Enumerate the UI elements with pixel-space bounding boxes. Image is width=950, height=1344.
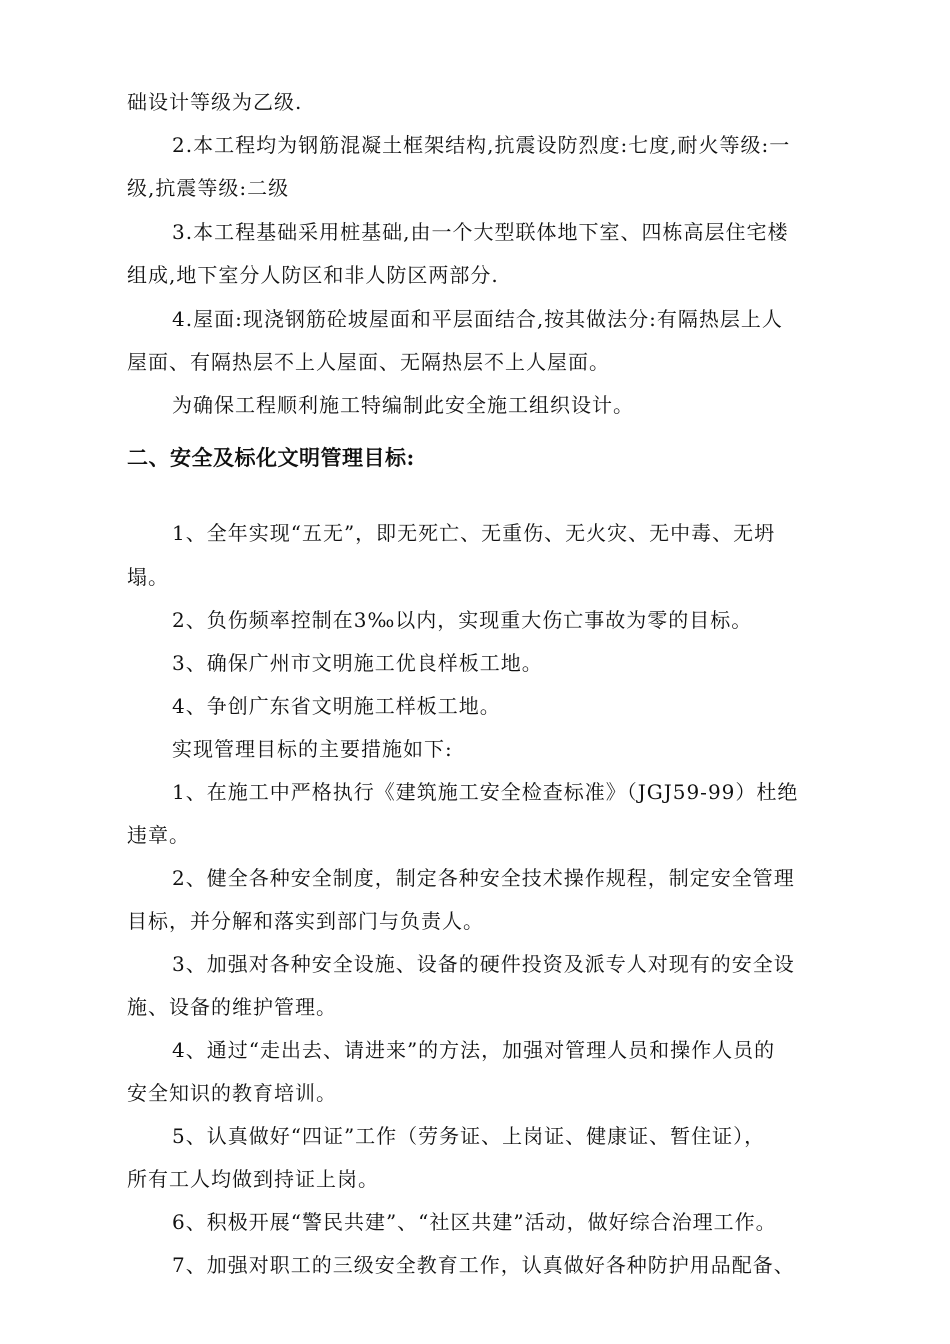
text-line: 础设计等级为乙级. (127, 90, 303, 114)
text-line: 塌。 (127, 565, 169, 589)
text-line: 级,抗震等级:二级 (127, 176, 290, 200)
text-line: 实现管理目标的主要措施如下: (172, 737, 453, 761)
text-line: 违章。 (127, 823, 190, 847)
text-line: 3、确保广州市文明施工优良样板工地。 (172, 651, 543, 675)
text-line: 6、积极开展“警民共建”、“社区共建”活动，做好综合治理工作。 (172, 1210, 777, 1234)
text-line: 3.本工程基础采用桩基础,由一个大型联体地下室、四栋高层住宅楼 (172, 220, 789, 244)
text-line: 所有工人均做到持证上岗。 (127, 1167, 379, 1191)
text-line: 4、争创广东省文明施工样板工地。 (172, 694, 501, 718)
text-line: 组成,地下室分人防区和非人防区两部分. (127, 263, 499, 287)
text-line: 1、全年实现“五无”，即无死亡、无重伤、无火灾、无中毒、无坍 (172, 521, 776, 545)
text-line: 屋面、有隔热层不上人屋面、无隔热层不上人屋面。 (127, 350, 610, 374)
text-line: 4.屋面:现浇钢筋砼坡屋面和平层面结合,按其做法分:有隔热层上人 (172, 307, 783, 331)
text-line: 2.本工程均为钢筋混凝土框架结构,抗震设防烈度:七度,耐火等级:一 (172, 133, 791, 157)
text-line: 目标，并分解和落实到部门与负责人。 (127, 909, 484, 933)
text-line: 7、加强对职工的三级安全教育工作，认真做好各种防护用品配备、 (172, 1253, 795, 1277)
text-line: 2、健全各种安全制度，制定各种安全技术操作规程，制定安全管理 (172, 866, 795, 890)
text-line: 5、认真做好“四证”工作（劳务证、上岗证、健康证、暂住证）， (172, 1124, 766, 1148)
text-line: 4、通过“走出去、请进来”的方法，加强对管理人员和操作人员的 (172, 1038, 776, 1062)
text-line: 1、在施工中严格执行《建筑施工安全检查标准》（JGJ59-99）杜绝 (172, 780, 799, 804)
text-line: 2、负伤频率控制在3‰以内，实现重大伤亡事故为零的目标。 (172, 608, 753, 632)
text-line: 安全知识的教育培训。 (127, 1081, 337, 1105)
text-line: 施、设备的维护管理。 (127, 995, 337, 1019)
text-line: 为确保工程顺利施工特编制此安全施工组织设计。 (172, 393, 634, 417)
text-line: 3、加强对各种安全设施、设备的硬件投资及派专人对现有的安全设 (172, 952, 795, 976)
section-heading: 二、安全及标化文明管理目标: (127, 445, 415, 470)
